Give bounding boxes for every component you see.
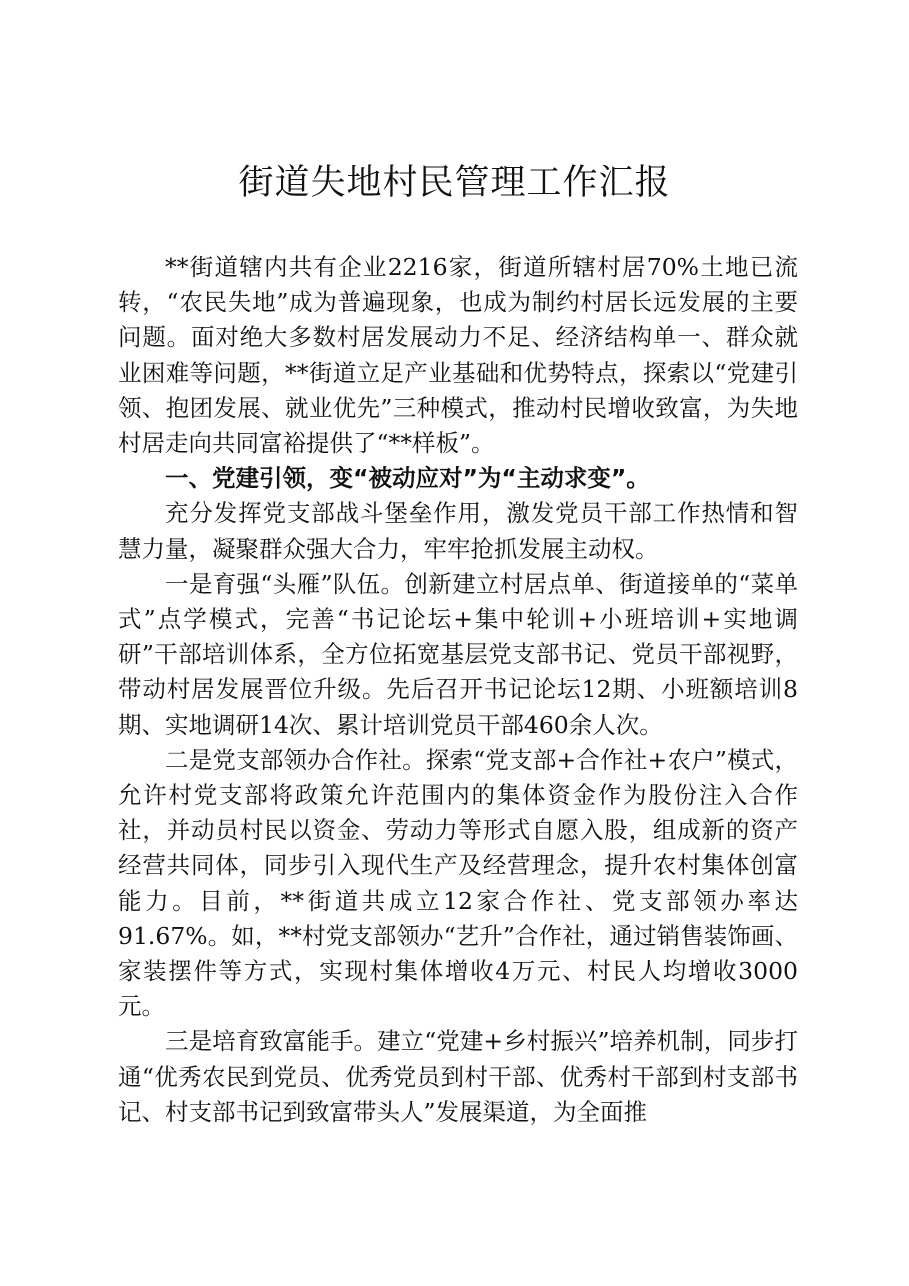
point-2-paragraph: 二是党支部领办合作社。探索“党支部+合作社+农户”模式，允许村党支部将政策允许范围内的集体资金作为股份注入合作社，并动员村民以资金、劳动力等形式自愿入股，组成新的资产经营共同体，同步引入现代生产及经营理念，提升农村集体创富能力。目前，**街道共成立12家合作社、党支部领办率达91.67%。如，**村党支部领办“艺升”合作社，通过销售装饰画、家装摆件等方式，实现村集体增收4万元、村民人均增收3000元。 xyxy=(118,745,798,1021)
intro-paragraph: **街道辖内共有企业2216家，街道所辖村居70%土地已流转，“农民失地”成为普遍现象，也成为制约村居长远发展的主要问题。面对绝大多数村居发展动力不足、经济结构单一、群众就业困难等问题，**街道立足产业基础和优势特点，探索以“党建引领、抱团发展、就业优先”三种模式，推动村民增收致富，为失地村居走向共同富裕提供了“**样板”。 xyxy=(118,253,798,458)
document-title: 街道失地村民管理工作汇报 xyxy=(238,163,671,203)
point-1-paragraph: 一是育强“头雁”队伍。创新建立村居点单、街道接单的“菜单式”点学模式，完善“书记论坛+集中轮训+小班培训+实地调研”干部培训体系，全方位拓宽基层党支部书记、党员干部视野，带动村居发展晋位升级。先后召开书记论坛12期、小班额培训8期、实地调研14次、累计培训党员干部460余人次。 xyxy=(118,569,798,739)
section-1-summary-paragraph: 充分发挥党支部战斗堡垒作用，激发党员干部工作热情和智慧力量，凝聚群众强大合力，牢牢抢抓发展主动权。 xyxy=(118,499,798,563)
point-3-paragraph: 三是培育致富能手。建立“党建+乡村振兴”培养机制，同步打通“优秀农民到党员、优秀党员到村干部、优秀村干部到村支部书记、村支部书记到致富带头人”发展渠道，为全面推 xyxy=(118,1027,798,1126)
section-heading-1: 一、党建引领，变“被动应对”为“主动求变”。 xyxy=(165,464,650,493)
document-body xyxy=(118,250,798,1130)
